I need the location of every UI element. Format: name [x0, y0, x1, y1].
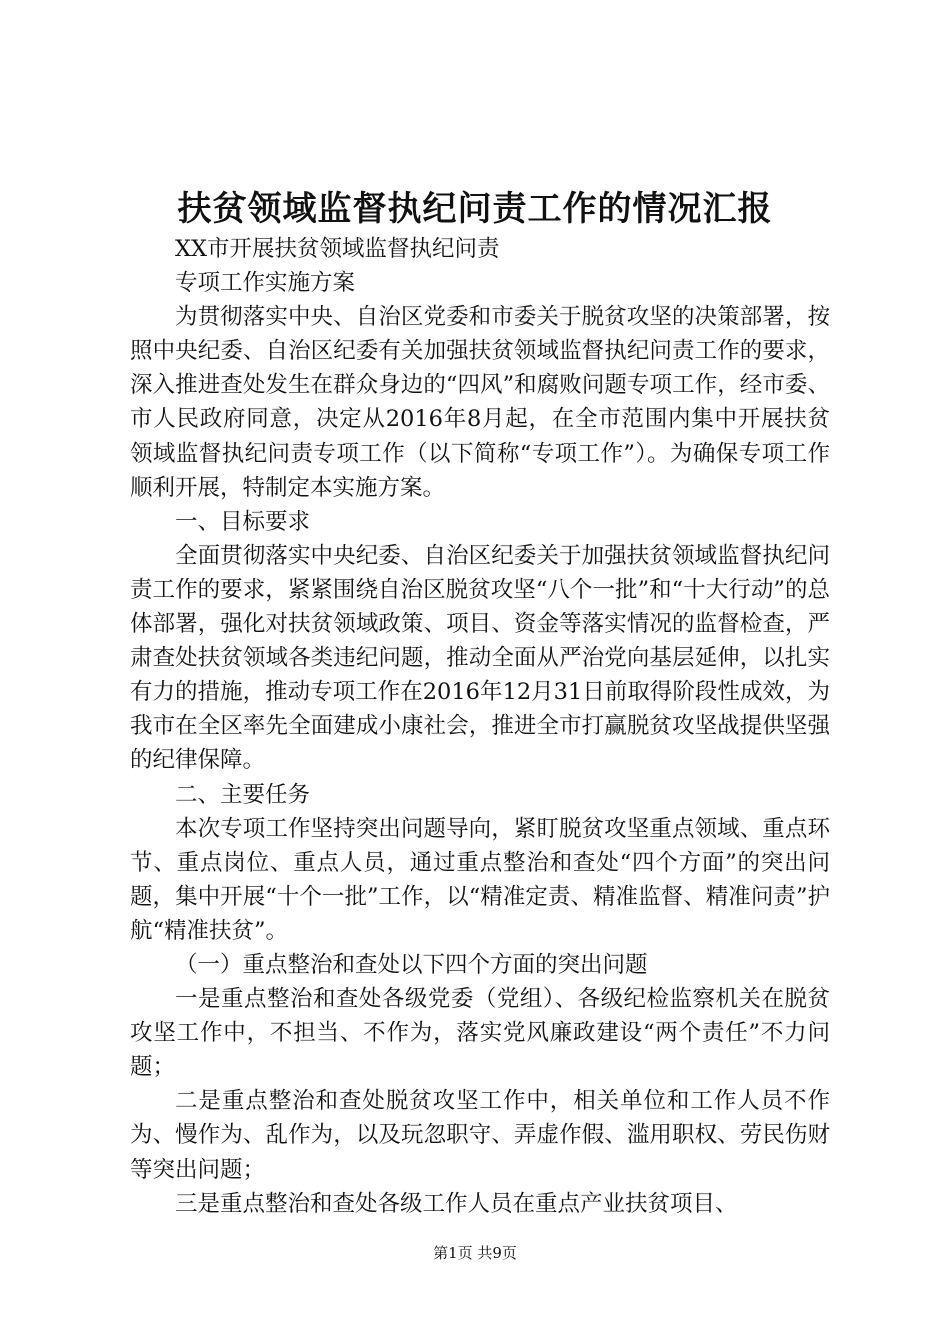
- section-heading: 二、主要任务: [175, 781, 311, 808]
- paragraph: 二是重点整治和查处脱贫攻坚工作中，相关单位和工作人员不作为、慢作为、乱作为，以及玩忽职守、弄虚作假、滥用职权、劳民伤财等突出问题；: [130, 1088, 830, 1183]
- paragraph: 一是重点整治和查处各级党委（党组）、各级纪检监察机关在脱贫攻坚工作中，不担当、不作为，落实党风廉政建设“两个责任”不力问题；: [130, 986, 830, 1081]
- document-title: 扶贫领域监督执纪问责工作的情况汇报: [177, 189, 773, 229]
- paragraph: XX市开展扶贫领域监督执纪问责: [175, 236, 500, 262]
- page-footer: 第1页 共9页: [433, 1244, 517, 1262]
- section-heading: 一、目标要求: [175, 508, 311, 535]
- document-body: [130, 232, 830, 1221]
- paragraph: 本次专项工作坚持突出问题导向，紧盯脱贫攻坚重点领域、重点环节、重点岗位、重点人员，通过重点整治和查处“四个方面”的突出问题，集中开展“十个一批”工作，以“精准定责、精准监督、精准问责”护航“精准扶贫”。: [130, 815, 830, 944]
- subsection-heading: （一）重点整治和查处以下四个方面的突出问题: [175, 951, 648, 978]
- paragraph: 为贯彻落实中央、自治区党委和市委关于脱贫攻坚的决策部署，按照中央纪委、自治区纪委有关加强扶贫领域监督执纪问责工作的要求，深入推进查处发生在群众身边的“四风”和腐败问题专项工作，经市委、市人民政府同意，决定从2016年8月起，在全市范围内集中开展扶贫领域监督执纪问责专项工作（以下简称“专项工作”）。为确保专项工作顺利开展，特制定本实施方案。: [130, 304, 830, 501]
- paragraph: 三是重点整治和查处各级工作人员在重点产业扶贫项目、: [175, 1190, 738, 1217]
- paragraph: 全面贯彻落实中央纪委、自治区纪委关于加强扶贫领域监督执纪问责工作的要求，紧紧围绕自治区脱贫攻坚“八个一批”和“十大行动”的总体部署，强化对扶贫领域政策、项目、资金等落实情况的监督检查，严肃查处扶贫领域各类违纪问题，推动全面从严治党向基层延伸，以扎实有力的措施，推动专项工作在2016年12月31日前取得阶段性成效，为我市在全区率先全面建成小康社会，推进全市打赢脱贫攻坚战提供坚强的纪律保障。: [130, 542, 830, 774]
- paragraph: 专项工作实施方案: [175, 270, 356, 297]
